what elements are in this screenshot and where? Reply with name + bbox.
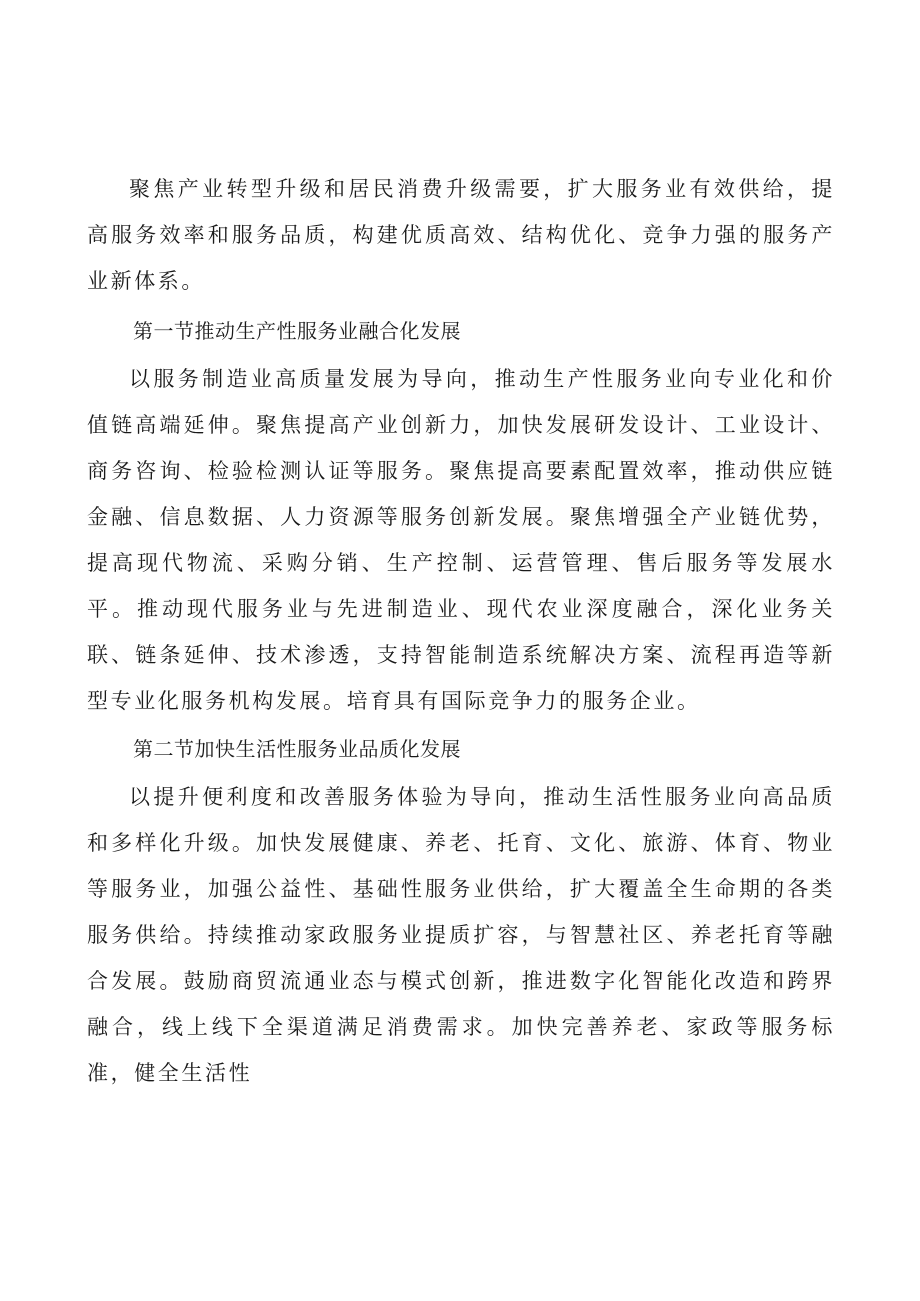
section-1-paragraph: 以服务制造业高质量发展为导向，推动生产性服务业向专业化和价值链高端延伸。聚焦提高产业创新力，加快发展研发设计、工业设计、商务咨询、检验检测认证等服务。聚焦提高要素配置效率，推动供应链金融、信息数据、人力资源等服务创新发展。聚焦增强全产业链优势，提高现代物流、采购分销、生产控制、运营管理、售后服务等发展水平。推动现代服务业与先进制造业、现代农业深度融合，深化业务关联、链条延伸、技术渗透，支持智能制造系统解决方案、流程再造等新型专业化服务机构发展。培育具有国际竞争力的服务企业。 <box>87 367 835 713</box>
intro-paragraph: 聚焦产业转型升级和居民消费升级需要，扩大服务业有效供给，提高服务效率和服务品质，构建优质高效、结构优化、竞争力强的服务产业新体系。 <box>87 177 835 293</box>
document-page <box>87 166 835 1096</box>
section-2-paragraph: 以提升便利度和改善服务体验为导向，推动生活性服务业向高品质和多样化升级。加快发展健康、养老、托育、文化、旅游、体育、物业等服务业，加强公益性、基础性服务业供给，扩大覆盖全生命期的各类服务供给。持续推动家政服务业提质扩容，与智慧社区、养老托育等融合发展。鼓励商贸流通业态与模式创新，推进数字化智能化改造和跨界融合，线上线下全渠道满足消费需求。加快完善养老、家政等服务标准，健全生活性 <box>87 785 835 1085</box>
section-2-heading: 第二节加快生活性服务业品质化发展 <box>133 737 461 761</box>
section-1-heading: 第一节推动生产性服务业融合化发展 <box>133 319 461 343</box>
